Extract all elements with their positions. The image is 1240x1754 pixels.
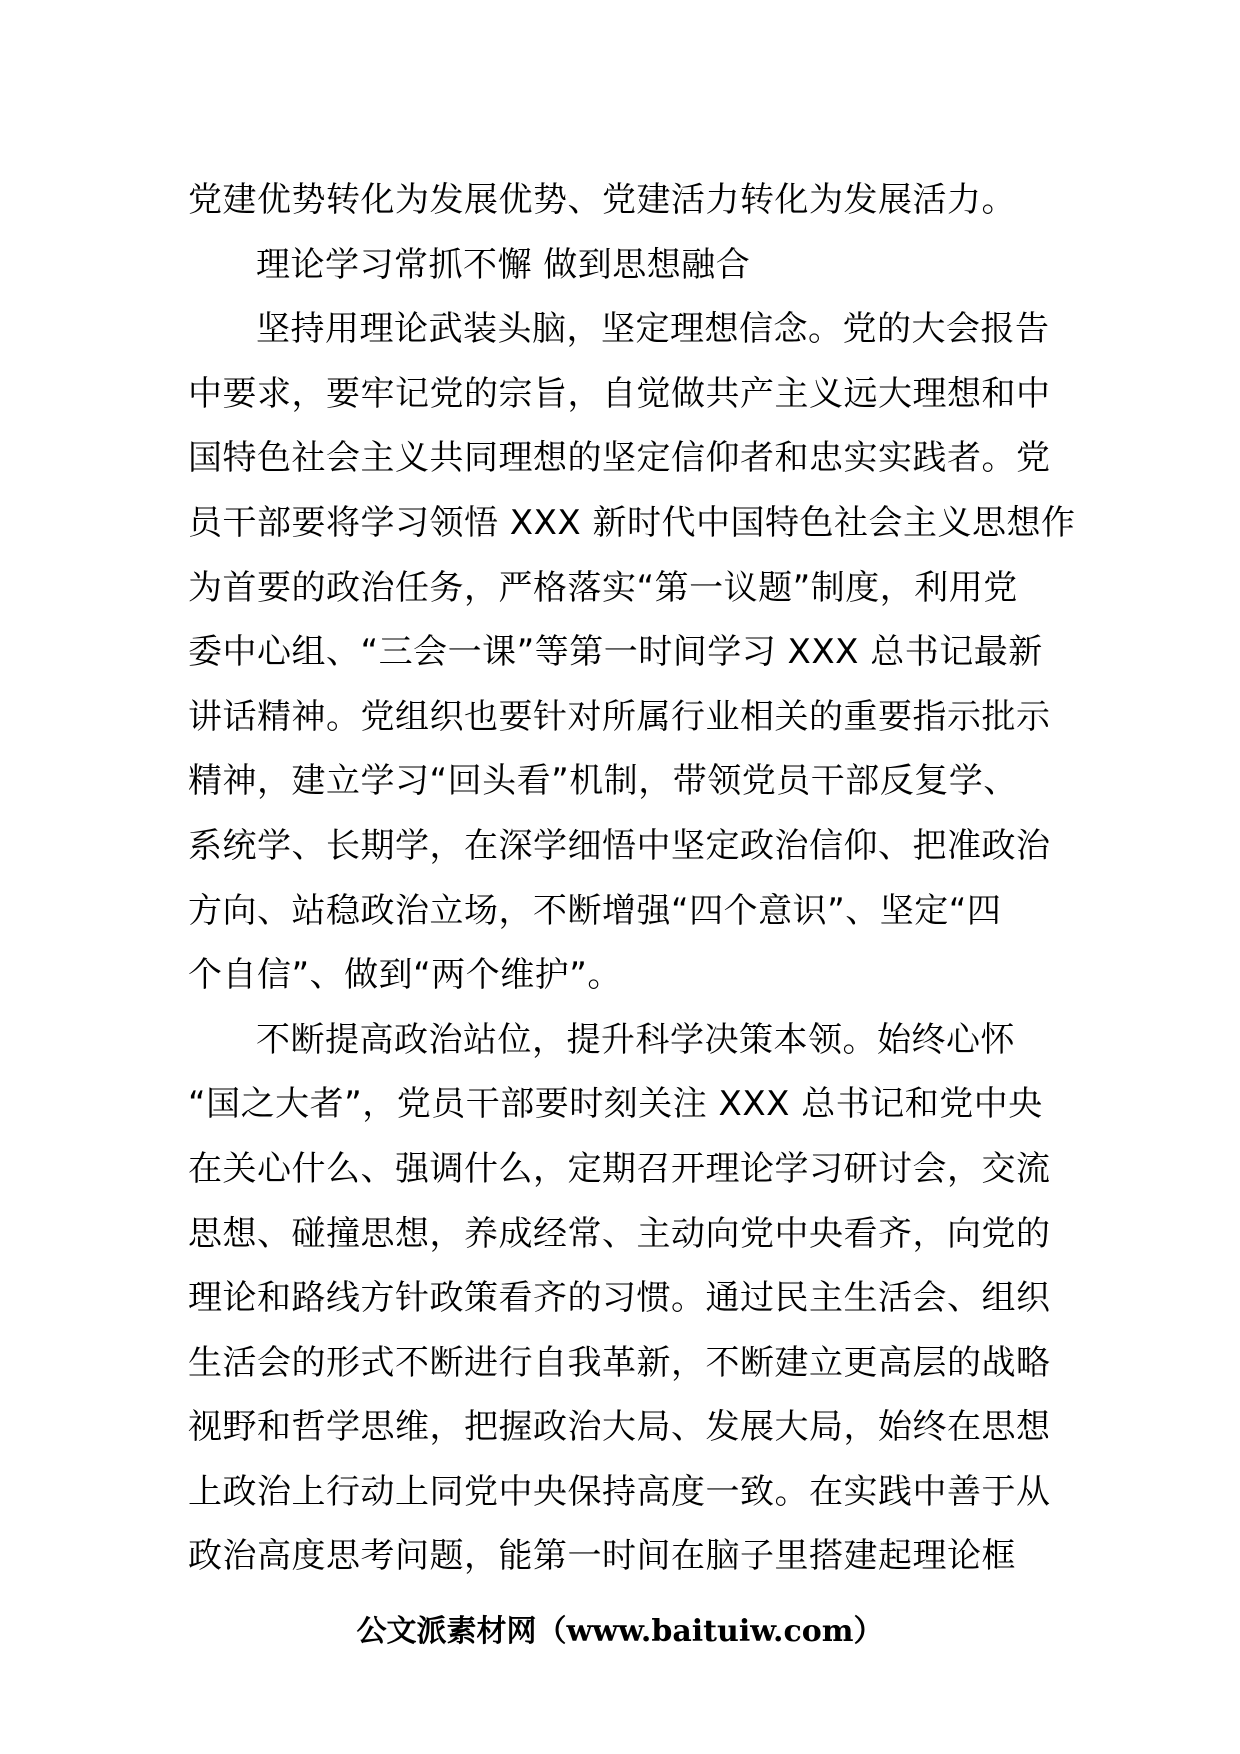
- text-line: 中要求，要牢记党的宗旨，自觉做共产主义远大理想和中: [188, 373, 1051, 414]
- text-line: 为首要的政治任务，严格落实“第一议题”制度，利用党: [188, 567, 1018, 608]
- footer-watermark: 公文派素材网（www.baituiw.com）: [356, 1614, 884, 1649]
- text-line: 精神，建立学习“回头看”机制，带领党员干部反复学、: [188, 761, 1018, 802]
- text-line: “国之大者”，党员干部要时刻关注 XXX 总书记和党中央: [188, 1084, 1043, 1125]
- text-line: 视野和哲学思维，把握政治大局、发展大局，始终在思想: [188, 1407, 1051, 1448]
- text-line: 方向、站稳政治立场，不断增强“四个意识”、坚定“四: [188, 890, 1002, 931]
- text-line: 讲话精神。党组织也要针对所属行业相关的重要指示批示: [188, 696, 1051, 737]
- text-line: 委中心组、“三会一课”等第一时间学习 XXX 总书记最新: [188, 632, 1043, 673]
- text-line: 上政治上行动上同党中央保持高度一致。在实践中善于从: [188, 1471, 1051, 1512]
- text-line: 理论和路线方针政策看齐的习惯。通过民主生活会、组织: [188, 1278, 1051, 1319]
- text-line: 政治高度思考问题，能第一时间在脑子里搭建起理论框: [188, 1536, 1016, 1577]
- text-line: 国特色社会主义共同理想的坚定信仰者和忠实实践者。党: [188, 438, 1051, 479]
- text-line: 个自信”、做到“两个维护”。: [188, 955, 622, 996]
- text-line: 生活会的形式不断进行自我革新，不断建立更高层的战略: [188, 1342, 1051, 1383]
- text-line: 党建优势转化为发展优势、党建活力转化为发展活力。: [188, 180, 1016, 220]
- text-line: 员干部要将学习领悟 XXX 新时代中国特色社会主义思想作: [188, 502, 1076, 543]
- text-line: 思想、碰撞思想，养成经常、主动向党中央看齐，向党的: [188, 1213, 1051, 1254]
- text-line: 在关心什么、强调什么，定期召开理论学习研讨会，交流: [188, 1148, 1051, 1189]
- text-line: 系统学、长期学，在深学细悟中坚定政治信仰、把准政治: [188, 825, 1051, 866]
- paragraph-start-line: 坚持用理论武装头脑，坚定理想信念。党的大会报告: [256, 309, 1050, 350]
- section-heading: 理论学习常抓不懈 做到思想融合: [256, 244, 751, 285]
- paragraph-start-line: 不断提高政治站位，提升科学决策本领。始终心怀: [256, 1019, 1015, 1060]
- body-text: [188, 168, 1076, 1589]
